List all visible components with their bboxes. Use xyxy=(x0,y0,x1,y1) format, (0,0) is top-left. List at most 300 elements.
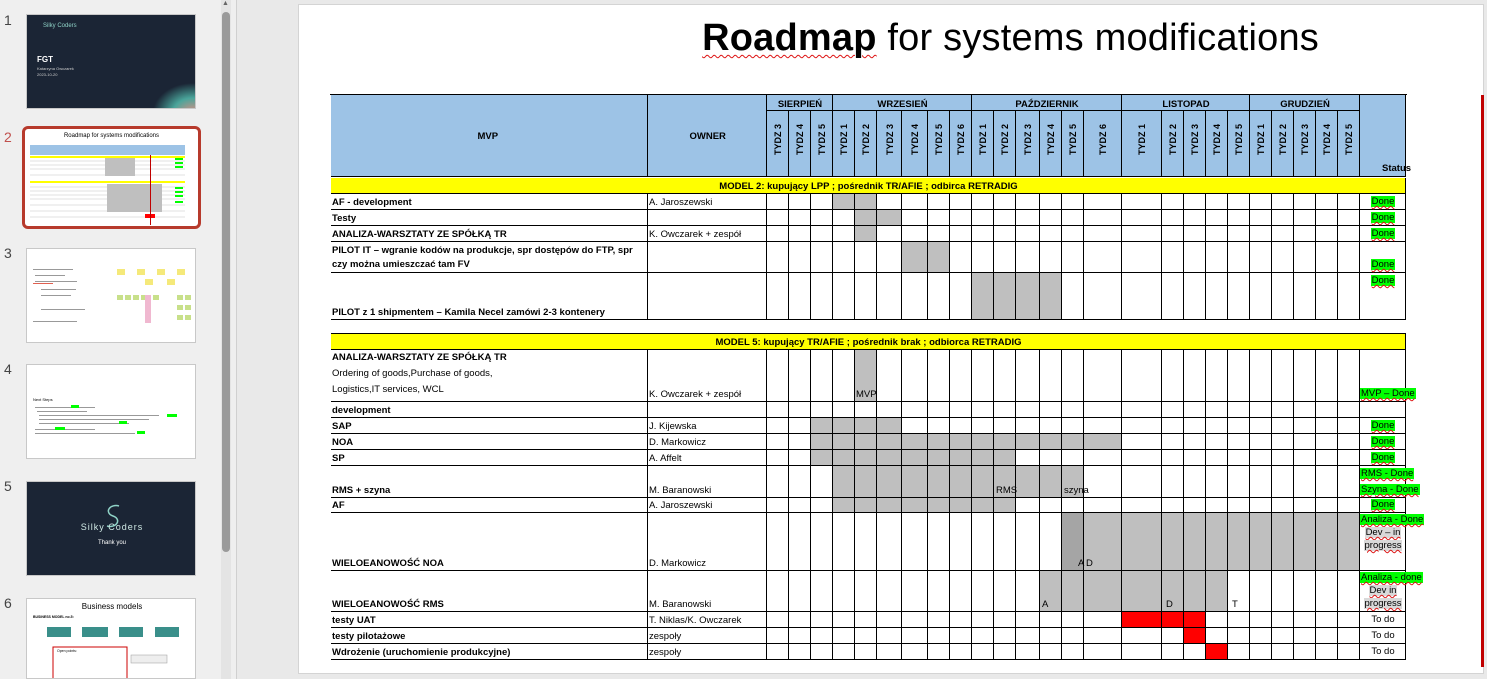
timeline-cell[interactable] xyxy=(1062,571,1084,612)
timeline-cell[interactable] xyxy=(1162,498,1184,513)
timeline-cell[interactable] xyxy=(1272,418,1294,434)
timeline-cell[interactable] xyxy=(1184,466,1206,498)
timeline-cell[interactable] xyxy=(1294,612,1316,628)
timeline-cell[interactable] xyxy=(1294,194,1316,210)
timeline-cell[interactable] xyxy=(1206,571,1228,612)
timeline-cell[interactable] xyxy=(789,644,811,660)
timeline-cell[interactable] xyxy=(1338,513,1360,571)
timeline-cell[interactable] xyxy=(972,434,994,450)
timeline-cell[interactable] xyxy=(833,194,855,210)
slide-thumbnail-6[interactable] xyxy=(26,598,196,679)
owner-cell[interactable] xyxy=(648,242,767,273)
timeline-cell[interactable] xyxy=(1122,612,1162,628)
timeline-cell[interactable] xyxy=(994,418,1016,434)
timeline-cell[interactable] xyxy=(1228,513,1250,571)
owner-cell[interactable] xyxy=(648,402,767,418)
timeline-cell[interactable] xyxy=(1272,350,1294,402)
timeline-cell[interactable] xyxy=(972,226,994,242)
timeline-cell[interactable] xyxy=(1338,226,1360,242)
timeline-cell[interactable] xyxy=(1338,434,1360,450)
timeline-cell[interactable] xyxy=(789,450,811,466)
timeline-cell[interactable] xyxy=(1122,273,1162,320)
timeline-cell[interactable] xyxy=(994,644,1016,660)
timeline-cell[interactable] xyxy=(928,513,950,571)
timeline-cell[interactable] xyxy=(1338,571,1360,612)
timeline-cell[interactable] xyxy=(1016,466,1040,498)
timeline-cell[interactable] xyxy=(972,273,994,320)
timeline-cell[interactable] xyxy=(1184,242,1206,273)
timeline-cell[interactable] xyxy=(950,513,972,571)
timeline-cell[interactable] xyxy=(1084,242,1122,273)
timeline-cell[interactable] xyxy=(1316,628,1338,644)
timeline-cell[interactable] xyxy=(877,434,902,450)
timeline-cell[interactable] xyxy=(1228,434,1250,450)
timeline-cell[interactable] xyxy=(1162,434,1184,450)
timeline-cell[interactable] xyxy=(1062,273,1084,320)
timeline-cell[interactable] xyxy=(811,350,833,402)
timeline-cell[interactable] xyxy=(1228,350,1250,402)
timeline-cell[interactable] xyxy=(928,194,950,210)
timeline-cell[interactable] xyxy=(1016,644,1040,660)
timeline-cell[interactable] xyxy=(928,612,950,628)
timeline-cell[interactable] xyxy=(1294,571,1316,612)
slide-thumbnail-1[interactable] xyxy=(26,14,196,109)
timeline-cell[interactable] xyxy=(1338,418,1360,434)
timeline-cell[interactable] xyxy=(902,242,928,273)
timeline-cell[interactable] xyxy=(767,644,789,660)
timeline-cell[interactable] xyxy=(855,434,877,450)
timeline-cell[interactable] xyxy=(1084,612,1122,628)
timeline-cell[interactable] xyxy=(994,498,1016,513)
timeline-cell[interactable] xyxy=(1040,498,1062,513)
timeline-cell[interactable] xyxy=(1272,612,1294,628)
timeline-cell[interactable] xyxy=(789,273,811,320)
timeline-cell[interactable] xyxy=(902,434,928,450)
timeline-cell[interactable] xyxy=(1122,466,1162,498)
mvp-cell[interactable] xyxy=(331,450,648,466)
timeline-cell[interactable] xyxy=(928,273,950,320)
timeline-cell[interactable] xyxy=(833,466,855,498)
timeline-cell[interactable] xyxy=(994,242,1016,273)
timeline-cell[interactable] xyxy=(789,226,811,242)
timeline-cell[interactable] xyxy=(1162,226,1184,242)
timeline-cell[interactable] xyxy=(1272,402,1294,418)
timeline-cell[interactable] xyxy=(1316,194,1338,210)
timeline-cell[interactable] xyxy=(1122,628,1162,644)
timeline-cell[interactable] xyxy=(1016,612,1040,628)
timeline-cell[interactable] xyxy=(1040,226,1062,242)
timeline-cell[interactable] xyxy=(1016,628,1040,644)
timeline-cell[interactable] xyxy=(1316,418,1338,434)
timeline-cell[interactable] xyxy=(1162,210,1184,226)
timeline-cell[interactable] xyxy=(1250,466,1272,498)
timeline-cell[interactable] xyxy=(1122,402,1162,418)
timeline-cell[interactable] xyxy=(928,450,950,466)
owner-cell[interactable] xyxy=(648,273,767,320)
timeline-cell[interactable] xyxy=(1016,350,1040,402)
timeline-cell[interactable] xyxy=(811,434,833,450)
timeline-cell[interactable] xyxy=(1316,210,1338,226)
timeline-cell[interactable] xyxy=(1084,450,1122,466)
timeline-cell[interactable] xyxy=(877,273,902,320)
timeline-cell[interactable] xyxy=(1228,450,1250,466)
timeline-cell[interactable] xyxy=(811,612,833,628)
timeline-cell[interactable] xyxy=(1272,644,1294,660)
timeline-cell[interactable] xyxy=(902,498,928,513)
timeline-cell[interactable] xyxy=(877,644,902,660)
timeline-cell[interactable] xyxy=(833,242,855,273)
timeline-cell[interactable] xyxy=(1122,498,1162,513)
timeline-cell[interactable] xyxy=(1016,513,1040,571)
timeline-cell[interactable] xyxy=(1250,226,1272,242)
timeline-cell[interactable] xyxy=(1016,434,1040,450)
timeline-cell[interactable] xyxy=(1040,210,1062,226)
timeline-cell[interactable] xyxy=(994,350,1016,402)
timeline-cell[interactable] xyxy=(902,194,928,210)
timeline-cell[interactable] xyxy=(1184,498,1206,513)
timeline-cell[interactable] xyxy=(789,513,811,571)
timeline-cell[interactable] xyxy=(994,402,1016,418)
timeline-cell[interactable] xyxy=(1206,418,1228,434)
timeline-cell[interactable] xyxy=(972,350,994,402)
slide-canvas[interactable] xyxy=(298,4,1484,674)
timeline-cell[interactable] xyxy=(1206,498,1228,513)
timeline-cell[interactable] xyxy=(1206,644,1228,660)
timeline-cell[interactable] xyxy=(1016,571,1040,612)
timeline-cell[interactable] xyxy=(833,402,855,418)
timeline-cell[interactable] xyxy=(1062,498,1084,513)
timeline-cell[interactable] xyxy=(1184,226,1206,242)
timeline-cell[interactable] xyxy=(1162,644,1184,660)
timeline-cell[interactable] xyxy=(1062,644,1084,660)
timeline-cell[interactable] xyxy=(1084,498,1122,513)
timeline-cell[interactable] xyxy=(1294,628,1316,644)
timeline-cell[interactable] xyxy=(928,402,950,418)
timeline-cell[interactable] xyxy=(1250,418,1272,434)
timeline-cell[interactable] xyxy=(1250,242,1272,273)
timeline-cell[interactable] xyxy=(1206,402,1228,418)
timeline-cell[interactable] xyxy=(877,402,902,418)
mvp-cell[interactable] xyxy=(331,498,648,513)
timeline-cell[interactable] xyxy=(1206,513,1228,571)
timeline-cell[interactable] xyxy=(1250,210,1272,226)
timeline-cell[interactable] xyxy=(950,402,972,418)
timeline-cell[interactable] xyxy=(1040,242,1062,273)
timeline-cell[interactable] xyxy=(950,210,972,226)
timeline-cell[interactable] xyxy=(928,210,950,226)
timeline-cell[interactable] xyxy=(789,571,811,612)
timeline-cell[interactable] xyxy=(1084,466,1122,498)
timeline-cell[interactable] xyxy=(972,210,994,226)
timeline-cell[interactable] xyxy=(1084,418,1122,434)
timeline-cell[interactable] xyxy=(789,628,811,644)
timeline-cell[interactable] xyxy=(833,628,855,644)
timeline-cell[interactable] xyxy=(767,350,789,402)
timeline-cell[interactable] xyxy=(1272,513,1294,571)
timeline-cell[interactable] xyxy=(950,612,972,628)
timeline-cell[interactable] xyxy=(902,513,928,571)
timeline-cell[interactable] xyxy=(1316,226,1338,242)
timeline-cell[interactable] xyxy=(1062,350,1084,402)
timeline-cell[interactable] xyxy=(1162,418,1184,434)
timeline-cell[interactable] xyxy=(972,513,994,571)
timeline-cell[interactable] xyxy=(767,466,789,498)
timeline-cell[interactable] xyxy=(1084,571,1122,612)
timeline-cell[interactable] xyxy=(811,418,833,434)
timeline-cell[interactable] xyxy=(811,466,833,498)
timeline-cell[interactable] xyxy=(1228,466,1250,498)
timeline-cell[interactable] xyxy=(928,242,950,273)
timeline-cell[interactable] xyxy=(902,628,928,644)
timeline-cell[interactable] xyxy=(1250,350,1272,402)
timeline-cell[interactable] xyxy=(833,350,855,402)
timeline-cell[interactable] xyxy=(1184,644,1206,660)
timeline-cell[interactable] xyxy=(855,418,877,434)
timeline-cell[interactable] xyxy=(950,226,972,242)
timeline-cell[interactable] xyxy=(1294,402,1316,418)
timeline-cell[interactable] xyxy=(1228,194,1250,210)
timeline-cell[interactable] xyxy=(833,513,855,571)
timeline-cell[interactable] xyxy=(950,242,972,273)
timeline-cell[interactable] xyxy=(877,466,902,498)
timeline-cell[interactable] xyxy=(1040,350,1062,402)
timeline-cell[interactable] xyxy=(1316,498,1338,513)
timeline-cell[interactable] xyxy=(928,434,950,450)
timeline-cell[interactable] xyxy=(994,434,1016,450)
timeline-cell[interactable] xyxy=(1122,434,1162,450)
slide-thumbnail-4[interactable] xyxy=(26,364,196,459)
timeline-cell[interactable] xyxy=(811,210,833,226)
timeline-cell[interactable] xyxy=(902,450,928,466)
timeline-cell[interactable] xyxy=(855,210,877,226)
timeline-cell[interactable] xyxy=(877,498,902,513)
timeline-cell[interactable] xyxy=(767,402,789,418)
timeline-cell[interactable] xyxy=(877,628,902,644)
timeline-cell[interactable] xyxy=(877,571,902,612)
timeline-cell[interactable] xyxy=(1294,644,1316,660)
timeline-cell[interactable] xyxy=(1294,242,1316,273)
timeline-cell[interactable] xyxy=(1040,644,1062,660)
timeline-cell[interactable] xyxy=(928,644,950,660)
timeline-cell[interactable] xyxy=(972,418,994,434)
timeline-cell[interactable] xyxy=(1162,350,1184,402)
timeline-cell[interactable] xyxy=(855,242,877,273)
timeline-cell[interactable] xyxy=(950,434,972,450)
timeline-cell[interactable] xyxy=(1062,210,1084,226)
timeline-cell[interactable] xyxy=(767,226,789,242)
mvp-cell[interactable] xyxy=(331,210,648,226)
timeline-cell[interactable] xyxy=(1338,402,1360,418)
timeline-cell[interactable] xyxy=(1084,434,1122,450)
timeline-cell[interactable] xyxy=(1206,450,1228,466)
timeline-cell[interactable] xyxy=(1338,644,1360,660)
timeline-cell[interactable] xyxy=(928,571,950,612)
timeline-cell[interactable] xyxy=(855,513,877,571)
timeline-cell[interactable] xyxy=(789,466,811,498)
timeline-cell[interactable] xyxy=(877,450,902,466)
timeline-cell[interactable] xyxy=(902,226,928,242)
timeline-cell[interactable] xyxy=(1184,571,1206,612)
timeline-cell[interactable] xyxy=(1228,210,1250,226)
slide-thumbnail-5[interactable] xyxy=(26,481,196,576)
mvp-cell[interactable] xyxy=(331,418,648,434)
timeline-cell[interactable] xyxy=(1338,350,1360,402)
timeline-cell[interactable] xyxy=(1250,628,1272,644)
timeline-cell[interactable] xyxy=(833,644,855,660)
timeline-cell[interactable] xyxy=(811,194,833,210)
owner-cell[interactable] xyxy=(648,210,767,226)
timeline-cell[interactable] xyxy=(1122,644,1162,660)
timeline-cell[interactable] xyxy=(928,466,950,498)
timeline-cell[interactable] xyxy=(767,498,789,513)
timeline-cell[interactable] xyxy=(1294,450,1316,466)
timeline-cell[interactable] xyxy=(1122,350,1162,402)
timeline-cell[interactable] xyxy=(1162,628,1184,644)
status-cell[interactable] xyxy=(1360,402,1406,418)
timeline-cell[interactable] xyxy=(1228,273,1250,320)
timeline-cell[interactable] xyxy=(1294,434,1316,450)
timeline-cell[interactable] xyxy=(928,498,950,513)
timeline-cell[interactable] xyxy=(1338,466,1360,498)
timeline-cell[interactable] xyxy=(833,418,855,434)
timeline-cell[interactable] xyxy=(1162,273,1184,320)
timeline-cell[interactable] xyxy=(877,612,902,628)
timeline-cell[interactable] xyxy=(1228,644,1250,660)
timeline-cell[interactable] xyxy=(1016,273,1040,320)
timeline-cell[interactable] xyxy=(1162,402,1184,418)
timeline-cell[interactable] xyxy=(855,450,877,466)
timeline-cell[interactable] xyxy=(767,450,789,466)
timeline-cell[interactable] xyxy=(789,242,811,273)
timeline-cell[interactable] xyxy=(811,242,833,273)
timeline-cell[interactable] xyxy=(1316,434,1338,450)
timeline-cell[interactable] xyxy=(811,402,833,418)
timeline-cell[interactable] xyxy=(928,418,950,434)
timeline-cell[interactable] xyxy=(833,571,855,612)
timeline-cell[interactable] xyxy=(789,402,811,418)
timeline-cell[interactable] xyxy=(902,418,928,434)
timeline-cell[interactable] xyxy=(789,210,811,226)
timeline-cell[interactable] xyxy=(1122,194,1162,210)
timeline-cell[interactable] xyxy=(972,194,994,210)
timeline-cell[interactable] xyxy=(1016,210,1040,226)
timeline-cell[interactable] xyxy=(1162,612,1184,628)
timeline-cell[interactable] xyxy=(855,498,877,513)
timeline-cell[interactable] xyxy=(902,350,928,402)
timeline-cell[interactable] xyxy=(1272,273,1294,320)
timeline-cell[interactable] xyxy=(972,628,994,644)
timeline-cell[interactable] xyxy=(928,350,950,402)
timeline-cell[interactable] xyxy=(1272,466,1294,498)
timeline-cell[interactable] xyxy=(1062,612,1084,628)
timeline-cell[interactable] xyxy=(855,644,877,660)
timeline-cell[interactable] xyxy=(855,612,877,628)
timeline-cell[interactable] xyxy=(1272,628,1294,644)
timeline-cell[interactable] xyxy=(950,498,972,513)
timeline-cell[interactable] xyxy=(1250,571,1272,612)
timeline-cell[interactable] xyxy=(811,226,833,242)
timeline-cell[interactable] xyxy=(1062,418,1084,434)
timeline-cell[interactable] xyxy=(811,273,833,320)
timeline-cell[interactable] xyxy=(950,418,972,434)
slide-title[interactable] xyxy=(299,17,1319,60)
timeline-cell[interactable] xyxy=(789,350,811,402)
timeline-cell[interactable] xyxy=(1062,434,1084,450)
timeline-cell[interactable] xyxy=(811,513,833,571)
timeline-cell[interactable] xyxy=(1040,513,1062,571)
timeline-cell[interactable] xyxy=(1184,350,1206,402)
timeline-cell[interactable] xyxy=(1316,571,1338,612)
timeline-cell[interactable] xyxy=(1040,273,1062,320)
timeline-cell[interactable] xyxy=(1272,226,1294,242)
timeline-cell[interactable] xyxy=(972,644,994,660)
timeline-cell[interactable] xyxy=(1084,226,1122,242)
timeline-cell[interactable] xyxy=(994,210,1016,226)
timeline-cell[interactable] xyxy=(950,450,972,466)
timeline-cell[interactable] xyxy=(1294,418,1316,434)
timeline-cell[interactable] xyxy=(972,498,994,513)
timeline-cell[interactable] xyxy=(1016,194,1040,210)
timeline-cell[interactable] xyxy=(1206,242,1228,273)
timeline-cell[interactable] xyxy=(1338,194,1360,210)
timeline-cell[interactable] xyxy=(1084,628,1122,644)
timeline-cell[interactable] xyxy=(855,628,877,644)
timeline-cell[interactable] xyxy=(1228,242,1250,273)
timeline-cell[interactable] xyxy=(1250,644,1272,660)
mvp-cell[interactable] xyxy=(331,612,648,628)
timeline-cell[interactable] xyxy=(1184,628,1206,644)
timeline-cell[interactable] xyxy=(1228,498,1250,513)
timeline-cell[interactable] xyxy=(1016,242,1040,273)
mvp-cell[interactable] xyxy=(331,434,648,450)
timeline-cell[interactable] xyxy=(1206,226,1228,242)
timeline-cell[interactable] xyxy=(855,273,877,320)
timeline-cell[interactable] xyxy=(1338,242,1360,273)
scroll-up-icon[interactable]: ▲ xyxy=(222,0,229,7)
timeline-cell[interactable] xyxy=(994,513,1016,571)
timeline-cell[interactable] xyxy=(833,434,855,450)
timeline-cell[interactable] xyxy=(902,402,928,418)
scrollbar-thumb[interactable] xyxy=(222,12,230,552)
timeline-cell[interactable] xyxy=(1084,210,1122,226)
timeline-cell[interactable] xyxy=(1250,273,1272,320)
timeline-cell[interactable] xyxy=(767,210,789,226)
timeline-cell[interactable] xyxy=(767,612,789,628)
timeline-cell[interactable] xyxy=(1250,450,1272,466)
timeline-cell[interactable] xyxy=(1184,273,1206,320)
timeline-cell[interactable] xyxy=(767,418,789,434)
timeline-cell[interactable] xyxy=(789,194,811,210)
timeline-cell[interactable] xyxy=(1206,210,1228,226)
timeline-cell[interactable] xyxy=(1206,434,1228,450)
timeline-cell[interactable] xyxy=(1040,628,1062,644)
timeline-cell[interactable] xyxy=(1062,194,1084,210)
timeline-cell[interactable] xyxy=(1040,612,1062,628)
timeline-cell[interactable] xyxy=(1162,194,1184,210)
timeline-cell[interactable] xyxy=(767,273,789,320)
timeline-cell[interactable] xyxy=(1040,402,1062,418)
timeline-cell[interactable] xyxy=(902,644,928,660)
timeline-cell[interactable] xyxy=(1228,402,1250,418)
timeline-cell[interactable] xyxy=(789,612,811,628)
timeline-cell[interactable] xyxy=(855,466,877,498)
timeline-cell[interactable] xyxy=(1062,242,1084,273)
timeline-cell[interactable] xyxy=(1184,612,1206,628)
timeline-cell[interactable] xyxy=(1122,513,1162,571)
timeline-cell[interactable] xyxy=(1316,350,1338,402)
timeline-cell[interactable] xyxy=(1040,434,1062,450)
timeline-cell[interactable] xyxy=(994,273,1016,320)
